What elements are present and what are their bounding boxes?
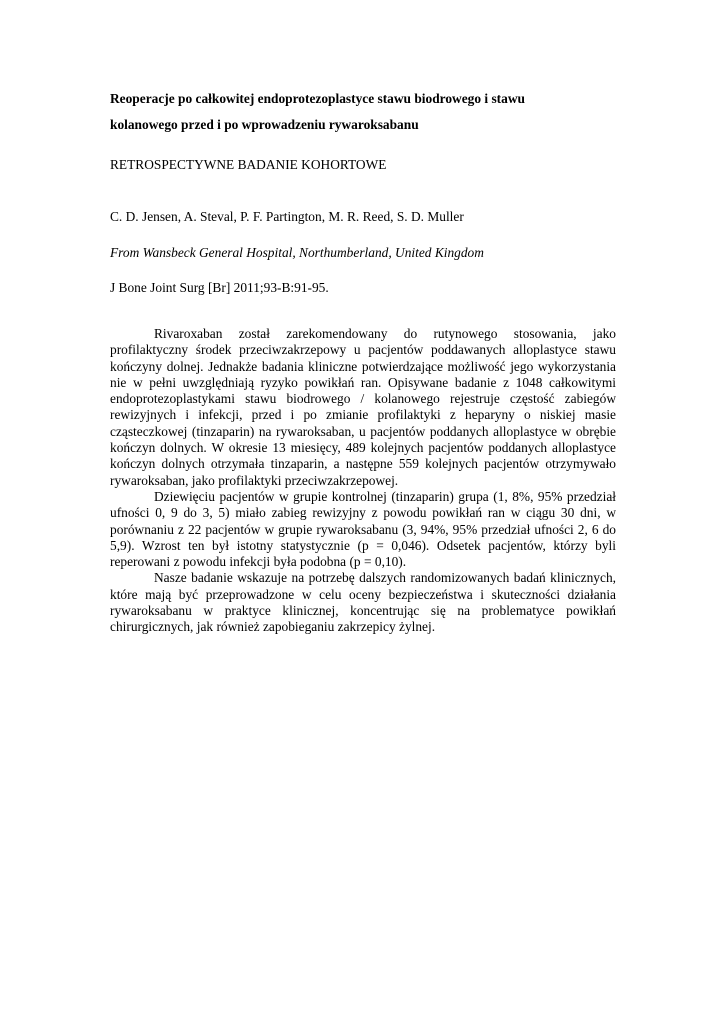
article-title-line-2: kolanowego przed i po wprowadzeniu rywaroksabanu — [110, 117, 419, 132]
study-type-subtitle: RETROSPECTYWNE BADANIE KOHORTOWE — [110, 157, 387, 172]
article-title-line-1: Reoperacje po całkowitej endoprotezoplastyce stawu biodrowego i stawu — [110, 91, 525, 106]
author-list: C. D. Jensen, A. Steval, P. F. Partington, M. R. Reed, S. D. Muller — [110, 209, 464, 224]
journal-citation: J Bone Joint Surg [Br] 2011;93-B:91-95. — [110, 280, 329, 295]
abstract-paragraph-1: Rivaroxaban został zarekomendowany do rutynowego stosowania, jako profilaktyczny środek przeciwzakrzepowy u pacjentów poddawanych alloplastyce stawu kończyny dolnej. Jednakże badania kliniczne potwierdzające możliwość jego wykorzystania nie w pełni uwzględniają ryzyko powikłań ran. Opisywane badanie z 1048 całkowitymi endoprotezoplastykami stawu biodrowego / kolanowego rejestruje częstość zabiegów rewizyjnych i infekcji, przed i po zmianie profilaktyki z heparyny o niskiej masie cząsteczkowej (tinzaparin) na rywaroksaban, u pacjentów poddanych alloplastyce w obrębie kończyn dolnych. W okresie 13 miesięcy, 489 kolejnych pacjentów poddanych alloplastyce kończyn dolnych otrzymała tinzaparin, a następne 559 kolejnych pacjentów otrzymywało rywaroksaban, jako profilaktyki przeciwzakrzepowej. — [110, 326, 616, 488]
abstract-paragraph-2: Dziewięciu pacjentów w grupie kontrolnej (tinzaparin) grupa (1, 8%, 95% przedział ufności 0, 9 do 3, 5) miało zabieg rewizyjny z powodu powikłań ran w ciągu 30 dni, w porównaniu z 22 pacjentów w grupie rywaroksabanu (3, 94%, 95% przedział ufności 2, 6 do 5,9). Wzrost ten był istotny statystycznie (p = 0,046). Odsetek pacjentów, którzy byli reperowani z powodu infekcji była podobna (p = 0,10). — [110, 488, 616, 570]
abstract-body — [110, 326, 616, 636]
abstract-paragraph-3: Nasze badanie wskazuje na potrzebę dalszych randomizowanych badań klinicznych, które mają być przeprowadzone w celu oceny bezpieczeństwa i skuteczności działania rywaroksabanu w praktyce klinicznej, koncentrując się na problematyce powikłań chirurgicznych, jak również zapobieganiu zakrzepicy żylnej. — [110, 570, 616, 635]
author-affiliation: From Wansbeck General Hospital, Northumberland, United Kingdom — [110, 245, 484, 260]
